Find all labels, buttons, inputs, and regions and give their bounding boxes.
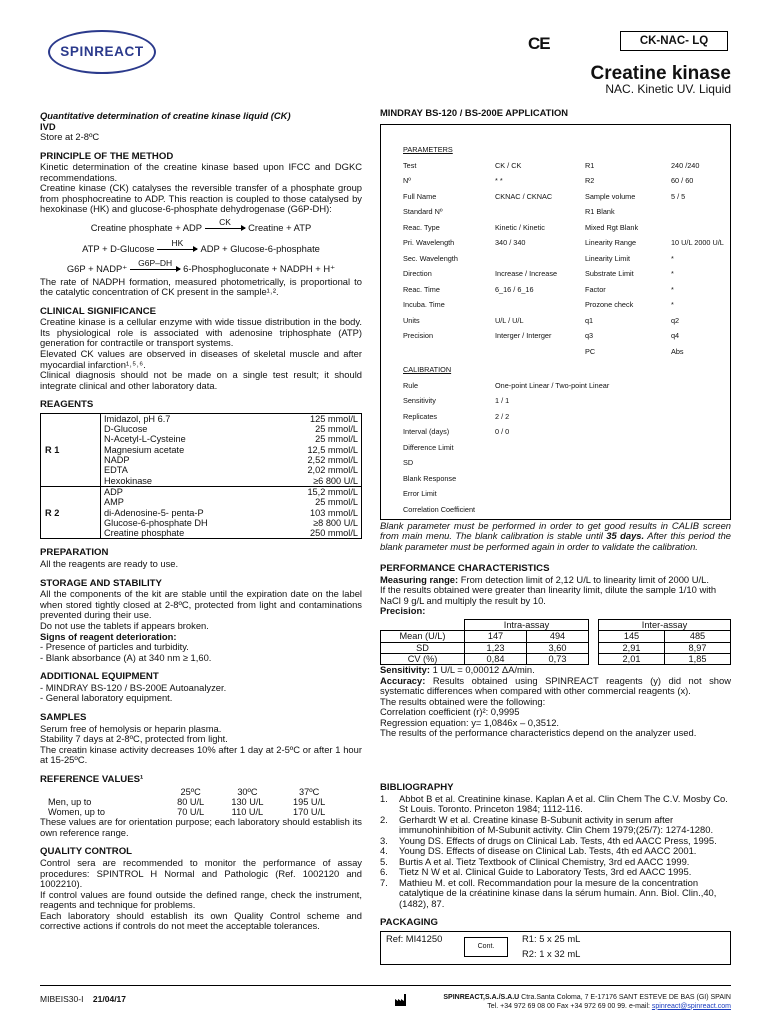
parameter-cell: Test — [403, 160, 417, 170]
left-column — [40, 111, 362, 932]
reagent-row: EDTA 2,02 mmol/L — [104, 465, 358, 476]
logo-text: SPINREACT — [60, 44, 144, 60]
footer-doc-code: MIBEIS30-I 21/04/17 — [40, 994, 127, 1004]
reagent-row: D-Glucose 25 mmol/L — [104, 424, 358, 435]
storage-signs: Signs of reagent deterioration: — [40, 630, 177, 642]
reagent-row: Glucose-6-phosphate DH ≥8 800 U/L — [104, 517, 358, 528]
reaction-1-enzyme: CK — [219, 217, 231, 227]
parameter-row — [403, 348, 722, 360]
preparation-text: All the reagents are ready to use. — [40, 558, 179, 570]
principle-text-1: Kinetic determination of the creatine kinase based upon IFCC and DGKC recommendations. — [40, 161, 362, 183]
parameter-cell: Abs — [671, 346, 684, 356]
factory-icon — [395, 994, 407, 1006]
calibration-row — [403, 397, 722, 409]
intra-assay-header: Intra-assay — [465, 619, 589, 630]
list-item — [380, 878, 731, 910]
equipment-list-2: - General laboratory equipment. — [40, 692, 173, 704]
parameter-cell: Increase / Increase — [495, 269, 558, 279]
bibliography-number: 3. — [380, 834, 388, 846]
samples-heading: SAMPLES — [40, 711, 87, 723]
storage-list-1: - Presence of particles and turbidity. — [40, 641, 189, 653]
reagents-table — [40, 413, 362, 540]
parameter-cell: Interger / Interger — [495, 331, 552, 341]
parameter-cell: R1 Blank — [585, 207, 615, 217]
qc-text-2: If control values are found outside the defined range, check the instrument, reagents and technique for problems. — [40, 888, 362, 911]
reference-values-table — [40, 787, 340, 818]
calibration-cell: Correlation Coefficient — [403, 504, 476, 514]
quality-control-heading: QUALITY CONTROL — [40, 846, 133, 858]
clinical-text-3: Clinical diagnosis should not be made on a single test result; it should integrate clinical and other laboratory data. — [40, 369, 362, 391]
parameter-cell: * — [671, 269, 674, 279]
table-row: Women, up to 70 U/L 110 U/L 170 U/L — [48, 807, 326, 818]
accuracy-text-4: Regression equation: y= 1,0846x – 0,3512. — [380, 716, 560, 728]
parameter-cell: Precision — [403, 331, 434, 341]
calibration-cell: 0 / 0 — [495, 427, 510, 437]
principle-heading: PRINCIPLE OF THE METHOD — [40, 150, 174, 162]
bibliography-number: 1. — [380, 792, 388, 804]
parameter-cell: Prozone check — [585, 300, 634, 310]
bibliography-text: Burtis A et al. Tietz Textbook of Clinical Chemistry, 3rd ed AACC 1999. — [399, 855, 690, 867]
calibration-row — [403, 459, 722, 471]
calibration-row — [403, 428, 722, 440]
list-item — [380, 815, 731, 836]
calibration-row — [403, 475, 722, 487]
calibration-cell: One-point Linear / Two-point Linear — [495, 380, 610, 390]
packaging-heading: PACKAGING — [380, 917, 438, 929]
precision-table — [380, 619, 731, 665]
parameter-cell: 10 U/L 2000 U/L — [671, 238, 724, 248]
parameter-cell: Standard Nº — [403, 207, 443, 217]
parameter-row — [403, 332, 722, 344]
reference-values-heading: REFERENCE VALUES¹ — [40, 773, 144, 785]
parameter-cell: * — [671, 253, 674, 263]
reaction-2: ATP + D-Glucose HK ADP + Glucose-6-phosphate — [82, 237, 320, 254]
reagent-row: AMP 25 mmol/L — [104, 497, 358, 508]
reagent-row: Magnesium acetate 12,5 mmol/L — [104, 444, 358, 455]
parameter-cell: q4 — [671, 331, 680, 341]
reaction-1: Creatine phosphate + ADP CK Creatine + ATP — [90, 217, 312, 233]
principle-text-2: Creatine kinase (CK) catalyses the reversible transfer of a phosphate group from phosphocreatine to ADP. This reaction is coupled to those catalysed by hexokinase (HK) and glucose-6-phosphate dehydrogenase (G6P-DH): — [40, 182, 362, 215]
bibliography-number: 5. — [380, 855, 388, 867]
calibration-row — [403, 444, 722, 456]
parameter-cell: CKNAC / CKNAC — [495, 191, 553, 201]
reagent-row: Imidazol, pH 6.7 125 mmol/L — [104, 413, 358, 424]
samples-text-3: The creatin kinase activity decreases 10% after 1 day at 2-5ºC or after 1 hour at 15-25ºC. — [40, 743, 362, 766]
parameter-cell: Full Name — [403, 191, 437, 201]
performance-heading: PERFORMANCE CHARACTERISTICS — [380, 563, 550, 575]
ce-mark: CE — [528, 34, 550, 53]
storage-text-2: Do not use the tablets if appears broken. — [40, 619, 209, 631]
storage-heading: STORAGE AND STABILITY — [40, 577, 162, 589]
parameter-cell: Linearity Range — [585, 238, 637, 248]
calibration-cell: Difference Limit — [403, 442, 454, 452]
measuring-range: Measuring range: From detection limit of 2,12 U/L to linearity limit of 2000 U/L. — [380, 573, 709, 585]
parameter-cell: Nº — [403, 176, 411, 186]
parameter-cell: Reac. Type — [403, 222, 440, 232]
parameters-box — [380, 124, 731, 520]
parameter-row — [403, 286, 722, 298]
calibration-cell: SD — [403, 458, 414, 468]
reagents-heading: REAGENTS — [40, 399, 94, 411]
footer-address: SPINREACT,S.A./S.A.U Ctra.Santa Coloma, 7 E-17176 SANT ESTEVE DE BAS (GI) SPAIN Tel. +34 972 69 08 00 Fax +34 972 69 00 99. e-mail: spinreact@spinreact.com — [443, 994, 731, 1010]
parameter-cell: Incuba. Time — [403, 300, 445, 310]
calibration-cell: Rule — [403, 380, 419, 390]
reaction-2-enzyme: HK — [171, 237, 184, 248]
product-code: CK-NAC- LQ — [620, 31, 728, 51]
measuring-range-note: If the results obtained were greater than linearity limit, dilute the sample 1/10 with NaCl 9 g/L and multiply the result by 10. — [380, 584, 717, 606]
parameter-row — [403, 301, 722, 313]
accuracy-text-3: Correlation coefficient (r)²: 0,9995 — [380, 706, 520, 718]
table-row: SD 1,23 3,60 2,91 8,97 — [381, 642, 731, 653]
parameter-cell: q2 — [671, 315, 680, 325]
bibliography-text: Young DS. Effects of disease on Clinical Lab. Tests, 4th ed AACC 2001. — [399, 845, 697, 857]
parameter-cell: 240 /240 — [671, 160, 700, 170]
reaction-3-enzyme: G6P–DH — [138, 258, 173, 269]
bibliography-number: 2. — [380, 813, 388, 825]
reaction-3: G6P + NADP⁺ G6P–DH 6-Phosphogluconate + NADPH + H⁺ — [66, 258, 336, 275]
calibration-cell: Error Limit — [403, 489, 437, 499]
list-item — [380, 794, 731, 815]
parameter-cell: 6_16 / 6_16 — [495, 284, 534, 294]
table-row — [381, 619, 731, 630]
sensitivity: Sensitivity: 1 U/L = 0,00012 ΔA/min. — [380, 664, 535, 676]
parameter-row — [403, 193, 722, 205]
bibliography-text: Tietz N W et al. Clinical Guide to Laboratory Tests, 3rd ed AACC 1995. — [399, 866, 692, 878]
intro-title: Quantitative determination of creatine kinase liquid (CK) — [40, 110, 291, 121]
parameter-cell: 60 / 60 — [671, 176, 694, 186]
parameter-cell: Linearity Limit — [585, 253, 631, 263]
qc-text-1: Control sera are recommended to monitor the performance of assay procedures: SPINTROL H Normal and Pathologic (Ref. 1002120 and 1002210). — [40, 857, 362, 890]
bibliography-heading: BIBLIOGRAPHY — [380, 781, 454, 793]
reagent-group-label: R 2 — [41, 486, 101, 538]
clinical-text-1: Creatine kinase is a cellular enzyme with wide tissue distribution in the body. Its physiological role is associated with adenosine triphosphate (ATP) generation for contractile or transport systems. — [40, 316, 362, 349]
reagent-group-r2 — [41, 486, 362, 538]
accuracy-text-5: The results of the performance characteristics depend on the analyzer used. — [380, 727, 697, 739]
qc-text-3: Each laboratory should establish its own Quality Control scheme and corrective actions if controls do not meet the acceptable tolerances. — [40, 909, 362, 932]
parameter-cell: Sample volume — [585, 191, 636, 201]
parameter-cell: U/L / U/L — [495, 315, 524, 325]
parameter-row — [403, 224, 722, 236]
table-row: Mean (U/L) 147 494 145 485 — [381, 631, 731, 642]
parameter-cell: Sec. Wavelength — [403, 253, 458, 263]
calibration-cell: Replicates — [403, 411, 438, 421]
calibration-cell: Interval (days) — [403, 427, 450, 437]
footer-email-link[interactable]: spinreact@spinreact.com — [651, 1002, 731, 1010]
equipment-heading: ADDITIONAL EQUIPMENT — [40, 671, 159, 683]
parameter-cell: Pri. Wavelength — [403, 238, 455, 248]
bibliography-number: 6. — [380, 866, 388, 878]
parameter-row — [403, 270, 722, 282]
spinreact-logo — [48, 30, 156, 74]
parameter-cell: Mixed Rgt Blank — [585, 222, 639, 232]
bibliography-text: Gerhardt W et al. Creatine kinase B-Subunit activity in serum after immunohinhibition of M-Subunit activity. Clin Chem 1979;(25/7): 1274-1280. — [399, 813, 714, 836]
parameter-row — [403, 177, 722, 189]
parameter-cell: PC — [585, 346, 596, 356]
reference-values-note: These values are for orientation purpose; each laboratory should establish its own reference range. — [40, 816, 362, 838]
parameter-cell: Reac. Time — [403, 284, 440, 294]
bibliography-number: 7. — [380, 876, 388, 888]
parameter-cell: 5 / 5 — [671, 191, 686, 201]
parameter-row — [403, 317, 722, 329]
parameters-label: PARAMETERS — [403, 144, 453, 154]
reagent-group-r1 — [41, 413, 362, 486]
blank-note: Blank parameter must be performed in order to get good results in CALIB screen from main menu. The blank calibration is stable until 35 days. After this period the blank parameter must be performed again in order to validate the calibration. — [380, 519, 731, 552]
parameter-cell: R1 — [585, 160, 595, 170]
principle-text-3: The rate of NADPH formation, measured photometrically, is proportional to the catalytic concentration of CK present in the sample¹˒². — [40, 275, 362, 298]
bibliography-text: Mathieu M. et coll. Recommandation pour la mesure de la concentration catalytique de la créatinine kinase dans la sérum humain. Ann. Biol. Clin.,40, (1482), 87. — [399, 876, 717, 909]
packaging-r1: R1: 5 x 25 mL — [522, 933, 581, 945]
bibliography-number: 4. — [380, 845, 388, 857]
calibration-row — [403, 490, 722, 502]
storage-list-2: - Blank absorbance (A) at 340 nm ≥ 1,60. — [40, 651, 212, 663]
inter-assay-header: Inter-assay — [599, 619, 731, 630]
right-column — [380, 108, 731, 965]
application-heading: MINDRAY BS-120 / BS-200E APPLICATION — [380, 107, 569, 118]
calibration-cell: 1 / 1 — [495, 396, 510, 406]
calibration-cell: Sensitivity — [403, 396, 436, 406]
clinical-heading: CLINICAL SIGNIFICANCE — [40, 305, 157, 317]
parameter-cell: CK / CK — [495, 160, 522, 170]
reagent-row: N-Acetyl-L-Cysteine 25 mmol/L — [104, 434, 358, 445]
parameter-cell: Units — [403, 315, 420, 325]
reagent-row: Creatine phosphate 250 mmol/L — [104, 528, 358, 539]
parameter-cell: q1 — [585, 315, 594, 325]
storage-temp: Store at 2-8ºC — [40, 131, 100, 143]
samples-text-2: Stability 7 days at 2-8ºC, protected from light. — [40, 733, 228, 745]
reagent-row: di-Adenosine-5- penta-P 103 mmol/L — [104, 507, 358, 518]
parameter-row — [403, 162, 722, 174]
reagent-row: NADP 2,52 mmol/L — [104, 455, 358, 466]
parameter-cell: q3 — [585, 331, 594, 341]
reagent-group-label: R 1 — [41, 413, 101, 486]
reagent-row: Hexokinase ≥6 800 U/L — [104, 475, 358, 486]
storage-text-1: All the components of the kit are stable until the expiration date on the label when stored tightly closed at 2-8ºC, protected from light and contaminations prevented during their use. — [40, 588, 362, 621]
preparation-heading: PREPARATION — [40, 547, 109, 559]
table-row: 25ºC 30ºC 37ºC — [180, 786, 320, 797]
bibliography-text: Abbot B et al. Creatinine kinase. Kaplan A et al. Clin Chem The C.V. Mosby Co. St Louis. Toronto. Princeton 1984; 1112-116. — [399, 792, 728, 815]
equipment-list-1: - MINDRAY BS-120 / BS-200E Autoanalyzer. — [40, 681, 227, 693]
bibliography-text: Young DS. Effects of drugs on Clinical Lab. Tests, 4th ed AACC Press, 1995. — [399, 834, 717, 846]
calibration-label: CALIBRATION — [403, 364, 452, 374]
parameter-cell: * * — [495, 176, 503, 186]
packaging-ref: Ref: MI41250 — [386, 933, 443, 945]
parameter-cell: Factor — [585, 284, 606, 294]
parameter-cell: Direction — [403, 269, 432, 279]
ivd-label: IVD — [40, 120, 56, 132]
parameter-row — [403, 239, 722, 251]
table-row: Men, up to 80 U/L 130 U/L 195 U/L — [48, 796, 326, 807]
parameter-row — [403, 255, 722, 267]
parameter-cell: 340 / 340 — [495, 238, 526, 248]
page-title: Creatine kinase — [590, 63, 731, 84]
packaging-r2: R2: 1 x 32 mL — [522, 948, 581, 960]
packaging-cont: Cont. — [464, 937, 508, 957]
packaging-box — [380, 931, 731, 965]
parameter-cell: Substrate Limit — [585, 269, 634, 279]
precision-label: Precision: — [380, 605, 426, 617]
bibliography-list — [380, 794, 731, 910]
footer-divider — [40, 985, 731, 986]
reagent-row: ADP 15,2 mmol/L — [104, 486, 358, 497]
accuracy: Accuracy: Results obtained using SPINREACT reagents (y) did not show systematic differences when compared with other commercial reagents (x). — [380, 674, 731, 697]
parameter-cell: * — [671, 284, 674, 294]
calibration-cell: 2 / 2 — [495, 411, 510, 421]
parameter-cell: Kinetic / Kinetic — [495, 222, 545, 232]
calibration-row — [403, 506, 722, 518]
calibration-row — [403, 413, 722, 425]
table-row: CV (%) 0,84 0,73 2,01 1,85 — [381, 653, 731, 664]
accuracy-text-2: The results obtained were the following: — [380, 695, 546, 707]
page-subtitle: NAC. Kinetic UV. Liquid — [605, 82, 731, 96]
samples-text-1: Serum free of hemolysis or heparin plasma. — [40, 722, 222, 734]
parameter-row — [403, 208, 722, 220]
clinical-text-2: Elevated CK values are observed in diseases of skeletal muscle and after myocardial infarction¹˒⁵˒⁶. — [40, 347, 362, 370]
calibration-cell: Blank Response — [403, 473, 457, 483]
parameter-cell: * — [671, 300, 674, 310]
parameter-cell: R2 — [585, 176, 595, 186]
calibration-row — [403, 382, 722, 394]
